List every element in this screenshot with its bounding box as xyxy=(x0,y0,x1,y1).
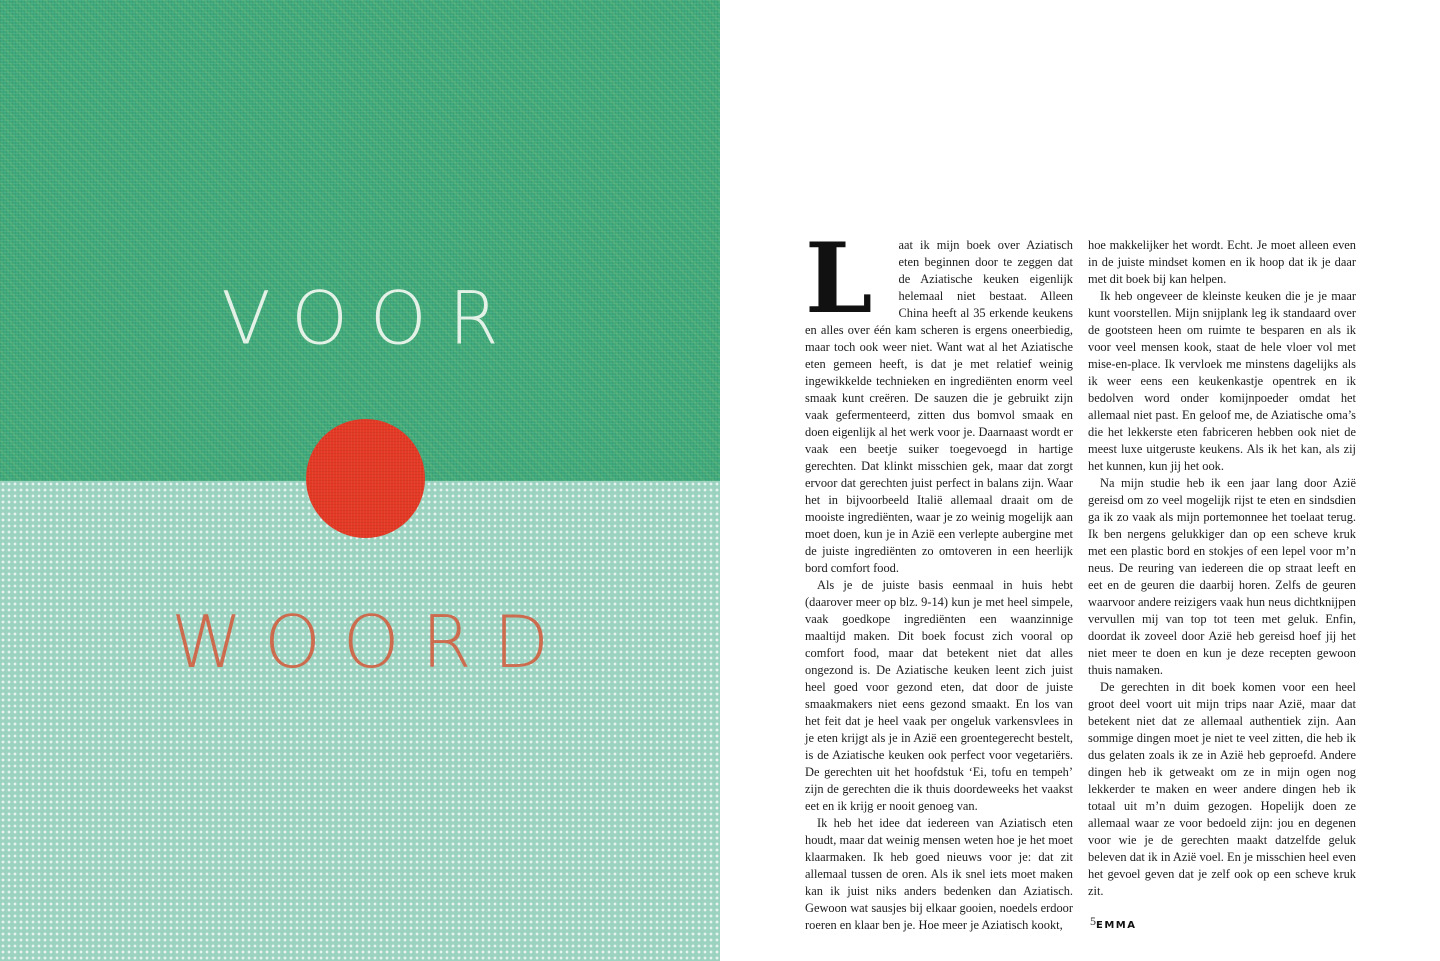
title-voor: VOOR xyxy=(221,275,521,361)
paragraph: De gerechten in dit boek komen voor een heel groot deel voort uit mijn trips naar Azië, maar dat betekent niet dat ze allemaal authentiek zijn. Aan sommige dingen moet je niet te veel zitten, die heb ik dus gelaten zoals ik ze in Azië heb geproefd. Andere dingen heb ik getweakt om ze in mijn ogen nog lekkerder te maken en weer andere dingen heb ik totaal uit m’n duim gezogen. Hopelijk doen ze allemaal waar ze voor bedoeld zijn: jou en degenen voor wie je de gerechten maakt datzelfde geluk beleven dat ik in Azië voel. En je misschien heel even het gevoel geven dat je zelf ook op een scheve kruk zit. xyxy=(1088,680,1356,898)
page-number: 5 xyxy=(1090,914,1096,928)
mint-halftone-panel xyxy=(0,481,720,961)
paragraph: Als je de juiste basis eenmaal in huis hebt (daarover meer op blz. 9-14) kun je met heel simpele, vaak goedkope ingrediënten een waanzinnige maaltijd maken. Dit boek focust zich vooral op comfort food, maar dat betekent niet dat alles ongezond is. De Aziatische keuken leent zich juist heel goed voor gezond eten, dat door de juiste smaakmakers niet eens gezond smaakt. En los van het feit dat je heel vaak per ongeluk varkensvlees in je eten krijgt als je in Azië een groentegerecht bestelt, is de Aziatische keuken ook perfect voor vegetariërs. De gerechten uit het hoofdstuk ‘Ei, tofu en tempeh’ zijn de gerechten die ik thuis doordeweeks het vaakst eet en ik krijg er nooit genoeg van. xyxy=(805,578,1073,813)
title-woord: WOORD xyxy=(170,600,571,684)
text-column-1 xyxy=(805,222,1073,934)
drop-cap: L xyxy=(805,222,873,335)
paragraph: Ik heb het idee dat iedereen van Aziatisch eten houdt, maar dat weinig mensen weten hoe je het moet klaarmaken. Ik heb goed nieuws voor je: dat zit allemaal tussen de oren. Als ik snel iets moet maken kan ik juist niks anders bedenken dan Aziatisch. Gewoon wat sausjes bij elkaar gooien, noedels erdoor roeren en klaar ben je. Hoe meer je Aziatisch kookt, xyxy=(805,816,1073,932)
text-column-2 xyxy=(1088,237,1356,934)
green-linen-panel xyxy=(0,0,720,481)
author-signature: EMMA xyxy=(1096,920,1137,931)
red-circle xyxy=(306,419,425,538)
paragraph: Na mijn studie heb ik een jaar lang door Azië gereisd om zo veel mogelijk rijst te eten en sindsdien ga ik zo vaak als mijn portemonnee het toelaat terug. Ik ben nergens gelukkiger dan op een scheve kruk met een plastic bord en stokjes of een lepel voor m’n neus. De reuring van iedereen die op straat leeft en eet en de geuren die daarbij horen. Zelfs de geuren waarvoor andere reizigers vaak hun neus dichtknijpen vervullen mij van top tot teen met geluk. Enfin, doordat ik zoveel door Azië heb gereisd hoef jij het niet meer te doen en kun je deze recepten gewoon thuis namaken. xyxy=(1088,476,1356,677)
paragraph: Ik heb ongeveer de kleinste keuken die je je maar kunt voorstellen. Mijn snijplank leg ik standaard over de gootsteen heen om ruimte te besparen en als ik voor veel mensen kook, staat de hele vloer vol met mise-en-place. Ik vervloek me minstens dagelijks als ik weer eens een keukenkastje opentrek en ik bedolven word onder komijnpoeder omdat het allemaal niet past. En geloof me, de Aziatische oma’s die het lekkerste eten fabriceren hebben ook niet de meest luxe uitgeruste keukens. Als ik het kan, als zij het kunnen, kun jij het ook. xyxy=(1088,289,1356,473)
paragraph: hoe makkelijker het wordt. Echt. Je moet alleen even in de juiste mindset komen en ik hoop dat ik je daar met dit boek bij kan helpen. xyxy=(1088,238,1356,286)
paragraph: aat ik mijn boek over Aziatisch eten beginnen door te zeggen dat de Aziatische keuken eigenlijk helemaal niet bestaat. Alleen China heeft al 35 erkende keukens en alles over één kam scheren is ergens oneerbiedig, maar toch ook weer niet. Want wat al het Aziatische eten gemeen heeft, is dat je met relatief weinig ingewikkelde technieken en ingrediënten enorm veel smaak kunt creëren. De sauzen die je gebruikt zijn vaak gefermenteerd, zitten dus bomvol smaak en doen eigenlijk al het werk voor je. Daarnaast wordt er vaak een beetje suiker toegevoegd in hartige gerechten. Dat klinkt misschien gek, maar dat zorgt ervoor dat gerechten juist perfect in balans zijn. Waar het in bijvoorbeeld Italië allemaal draait om de mooiste ingrediënten, waar je zo weinig mogelijk aan moet doen, kun je in Azië een verlepte aubergine met de juiste ingrediënten zo omtoveren in een heerlijk bord comfort food. xyxy=(805,238,1073,575)
text-page xyxy=(720,0,1440,961)
